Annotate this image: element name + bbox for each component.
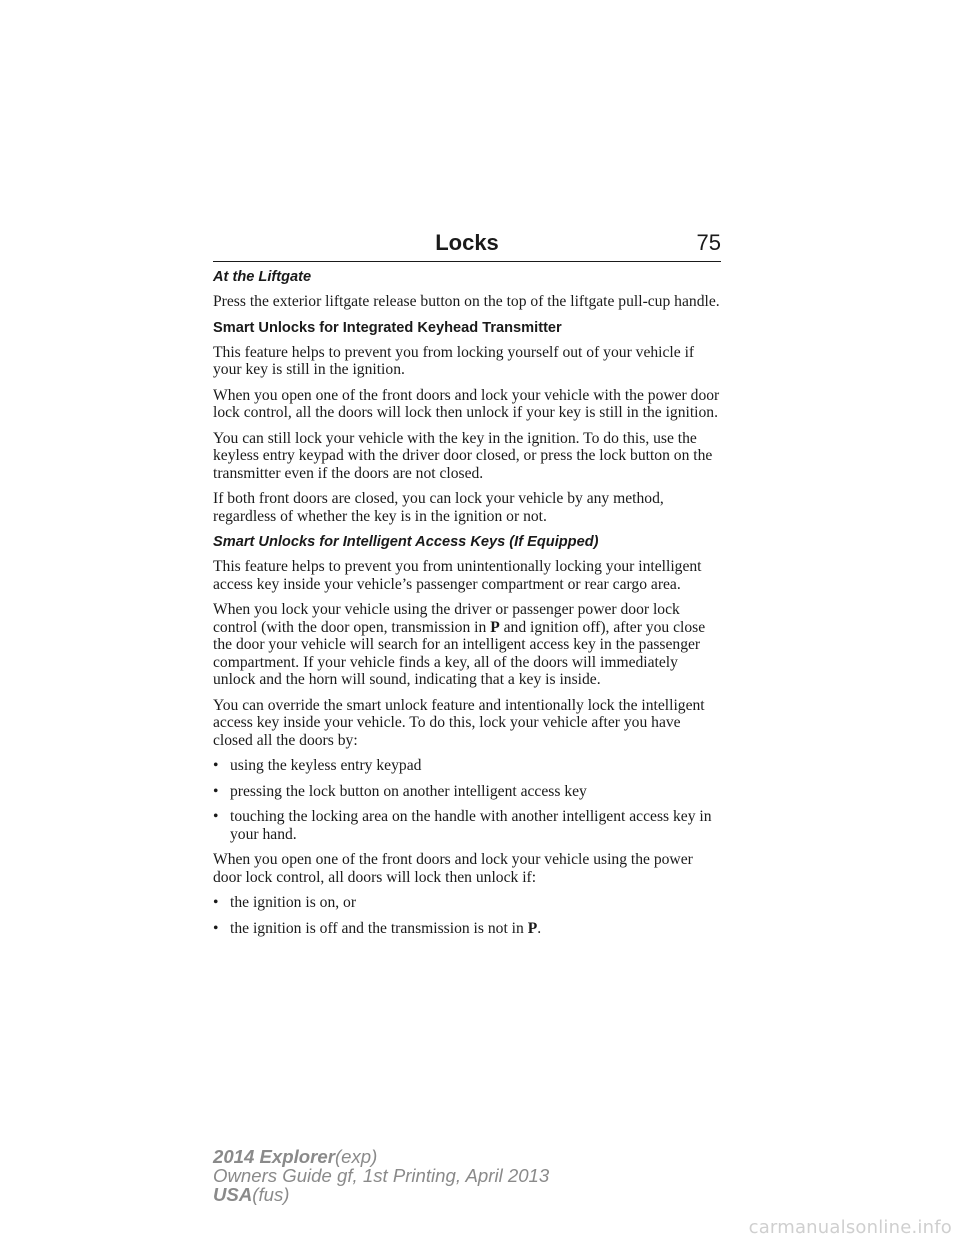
paragraph-integrated-2: When you open one of the front doors and lock your vehicle with the power door lock control, all the doors will lock then unlock if your key is still in the ignition. — [213, 386, 720, 421]
footer-line-1 — [213, 1147, 713, 1166]
list-item-text-a: the ignition is off and the transmission is not in — [230, 919, 528, 937]
footer-line-3 — [213, 1185, 713, 1204]
bullet-glyph: • — [213, 757, 219, 774]
override-methods-list — [213, 757, 723, 843]
page-number: 75 — [696, 230, 721, 255]
list-item — [213, 894, 723, 912]
bullet-glyph: • — [213, 782, 219, 800]
section-title: Locks — [435, 230, 499, 255]
list-item — [213, 783, 723, 801]
list-item-text: pressing the lock button on another intelligent access key — [230, 782, 587, 800]
paragraph-intelligent-2 — [213, 601, 723, 689]
paragraph-intelligent-1: This feature helps to prevent you from unintentionally locking your intelligent access key inside your vehicle’s passenger compartment or rear cargo area. — [213, 558, 702, 593]
heading-smart-unlocks-integrated: Smart Unlocks for Integrated Keyhead Transmitter — [213, 319, 562, 336]
footer-model-code: (exp) — [334, 1146, 378, 1167]
list-item — [213, 808, 723, 843]
bullet-glyph: • — [213, 808, 219, 825]
paragraph-integrated-1: This feature helps to prevent you from locking yourself out of your vehicle if your key is still in the ignition. — [213, 343, 695, 378]
list-item-text: touching the locking area on the handle with another intelligent access key in your hand. — [230, 808, 712, 843]
unlock-conditions-list — [213, 894, 723, 937]
list-item-text: the ignition is on, or — [230, 894, 357, 911]
transmission-park-label: P — [527, 919, 538, 937]
paragraph-integrated-4: If both front doors are closed, you can lock your vehicle by any method, regardless of whether the key is in the ignition or not. — [213, 490, 664, 525]
page-content — [213, 268, 723, 945]
transmission-park-label: P — [490, 618, 500, 636]
list-item — [213, 920, 723, 938]
list-item-text-b: . — [537, 919, 542, 937]
watermark: carmanualsonline.info — [748, 1217, 952, 1238]
paragraph-intelligent-2-text-b: and ignition off), after you close the door your vehicle will search for an intelligent access key in the passenger compartment. If your vehicle finds a key, all of the doors will immediately unlock and the horn will sound, indicating that a key is inside. — [213, 618, 706, 688]
footer-market-code: (fus) — [252, 1184, 290, 1205]
header-rule — [213, 261, 721, 262]
list-item — [213, 757, 723, 775]
footer-model: 2014 Explorer — [213, 1146, 335, 1167]
bullet-glyph: • — [213, 894, 219, 911]
heading-liftgate: At the Liftgate — [213, 269, 312, 285]
paragraph-intelligent-2-text-a: When you lock your vehicle using the driver or passenger power door lock control (with the door open, transmission in — [213, 601, 680, 636]
paragraph-intelligent-3: You can override the smart unlock feature and intentionally lock the intelligent access key inside your vehicle. To do this, lock your vehicle after you have closed all the doors by: — [213, 696, 705, 749]
page-footer — [213, 1147, 713, 1204]
paragraph-integrated-3: You can still lock your vehicle with the key in the ignition. To do this, use the keyless entry keypad with the driver door closed, or press the lock button on the transmitter even if the doors are not closed. — [213, 429, 713, 482]
paragraph-liftgate: Press the exterior liftgate release button on the top of the liftgate pull-cup handle. — [213, 293, 720, 310]
footer-line-2: Owners Guide gf, 1st Printing, April 2013 — [213, 1165, 550, 1186]
bullet-glyph: • — [213, 919, 219, 937]
footer-market: USA — [213, 1184, 253, 1205]
list-item-text: using the keyless entry keypad — [230, 757, 422, 774]
paragraph-intelligent-4: When you open one of the front doors and lock your vehicle using the power door lock control, all doors will lock then unlock if: — [213, 851, 693, 886]
heading-smart-unlocks-intelligent: Smart Unlocks for Intelligent Access Keys (If Equipped) — [213, 534, 599, 550]
